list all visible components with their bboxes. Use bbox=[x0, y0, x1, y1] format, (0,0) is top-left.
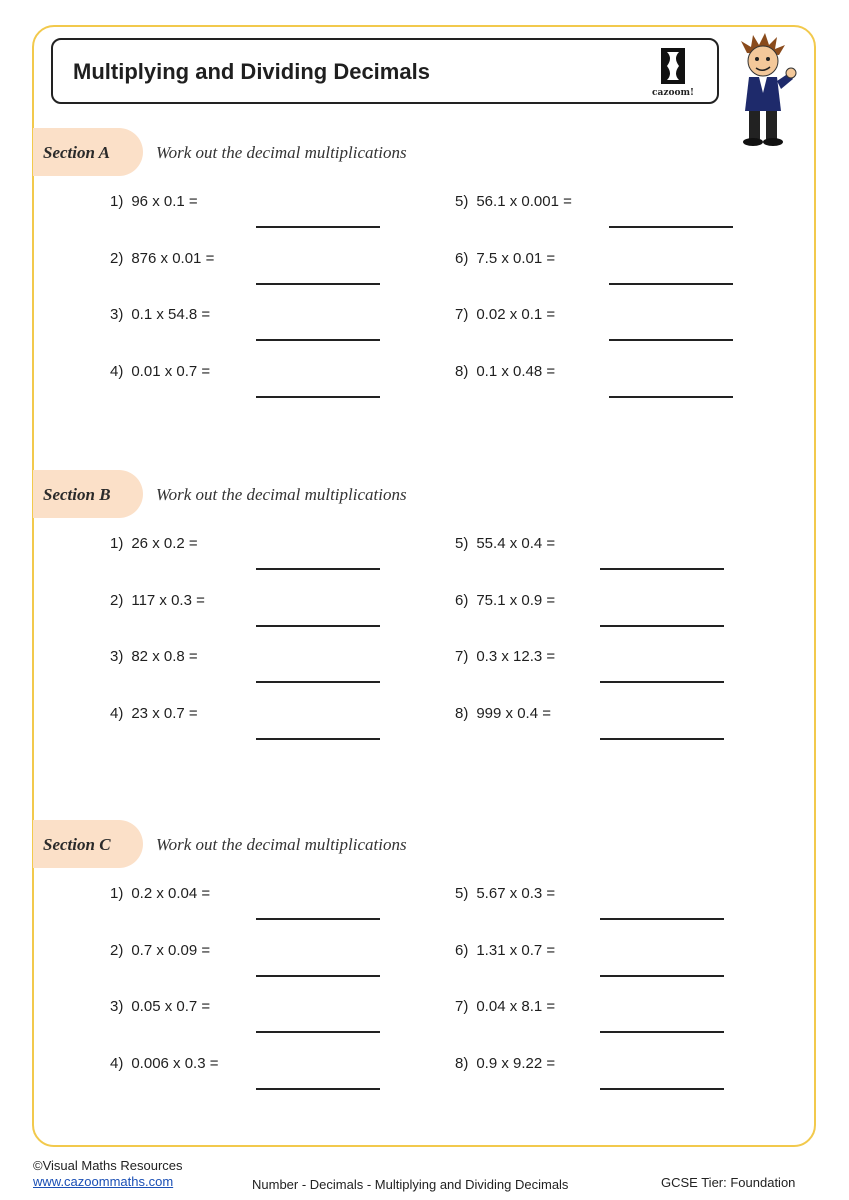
question-number: 4) bbox=[110, 1054, 124, 1072]
question-number: 3) bbox=[110, 648, 124, 665]
question-number: 7) bbox=[455, 648, 469, 665]
question bbox=[455, 306, 555, 323]
footer-left bbox=[33, 1158, 183, 1190]
question bbox=[110, 193, 198, 210]
question-expression: 75.1 x 0.9 = bbox=[476, 591, 556, 609]
footer-topic: Number - Decimals - Multiplying and Dividing Decimals bbox=[252, 1177, 569, 1192]
question-expression: 0.3 x 12.3 = bbox=[476, 648, 556, 665]
question-number: 1) bbox=[110, 193, 124, 210]
cazoom-logo bbox=[643, 46, 703, 98]
question bbox=[455, 1055, 555, 1072]
question-expression: 0.01 x 0.7 = bbox=[131, 362, 211, 380]
question-number: 7) bbox=[455, 306, 469, 323]
answer-line[interactable] bbox=[609, 226, 733, 228]
answer-line[interactable] bbox=[256, 681, 380, 683]
answer-line[interactable] bbox=[256, 1031, 380, 1033]
question bbox=[110, 250, 214, 267]
question bbox=[110, 648, 198, 665]
question bbox=[455, 535, 555, 552]
answer-line[interactable] bbox=[600, 738, 724, 740]
footer-tier: GCSE Tier: Foundation bbox=[661, 1175, 796, 1190]
answer-line[interactable] bbox=[600, 1088, 724, 1090]
question-expression: 0.04 x 8.1 = bbox=[476, 998, 556, 1015]
question bbox=[110, 885, 210, 902]
question-expression: 0.1 x 0.48 = bbox=[476, 362, 556, 380]
answer-line[interactable] bbox=[256, 568, 380, 570]
question-expression: 55.4 x 0.4 = bbox=[476, 535, 556, 552]
page-title: Multiplying and Dividing Decimals bbox=[73, 59, 430, 84]
cazoom-logo-icon bbox=[643, 46, 703, 86]
question-expression: 0.006 x 0.3 = bbox=[131, 1054, 219, 1072]
section-label: Section C bbox=[43, 835, 111, 854]
question bbox=[455, 193, 572, 210]
answer-line[interactable] bbox=[600, 568, 724, 570]
question-number: 8) bbox=[455, 704, 469, 722]
section-tab bbox=[33, 128, 143, 176]
answer-line[interactable] bbox=[609, 283, 733, 285]
question-number: 6) bbox=[455, 591, 469, 609]
answer-line[interactable] bbox=[600, 975, 724, 977]
question-expression: 0.9 x 9.22 = bbox=[476, 1054, 556, 1072]
question-number: 8) bbox=[455, 362, 469, 380]
answer-line[interactable] bbox=[609, 339, 733, 341]
question-expression: 0.7 x 0.09 = bbox=[131, 941, 211, 959]
question-number: 5) bbox=[455, 193, 469, 210]
section-instruction: Work out the decimal multiplications bbox=[156, 485, 407, 504]
question bbox=[110, 705, 198, 722]
question-expression: 96 x 0.1 = bbox=[131, 193, 198, 210]
question bbox=[455, 705, 551, 722]
question bbox=[455, 942, 555, 959]
question-expression: 0.1 x 54.8 = bbox=[131, 306, 211, 323]
question-expression: 26 x 0.2 = bbox=[131, 535, 198, 552]
question bbox=[110, 306, 210, 323]
answer-line[interactable] bbox=[256, 975, 380, 977]
question-expression: 7.5 x 0.01 = bbox=[476, 249, 556, 267]
question-number: 6) bbox=[455, 941, 469, 959]
question bbox=[110, 592, 205, 609]
section-label: Section A bbox=[43, 143, 110, 162]
question-number: 6) bbox=[455, 249, 469, 267]
question-number: 2) bbox=[110, 591, 124, 609]
question-number: 4) bbox=[110, 704, 124, 722]
section-label: Section B bbox=[43, 485, 111, 504]
question-number: 4) bbox=[110, 362, 124, 380]
question-number: 2) bbox=[110, 249, 124, 267]
section-tab bbox=[33, 820, 143, 868]
question bbox=[455, 998, 555, 1015]
answer-line[interactable] bbox=[256, 339, 380, 341]
answer-line[interactable] bbox=[256, 625, 380, 627]
question-expression: 56.1 x 0.001 = bbox=[476, 193, 572, 210]
question-expression: 82 x 0.8 = bbox=[131, 648, 198, 665]
answer-line[interactable] bbox=[256, 226, 380, 228]
answer-line[interactable] bbox=[600, 918, 724, 920]
question-number: 1) bbox=[110, 885, 124, 902]
answer-line[interactable] bbox=[256, 738, 380, 740]
question-expression: 876 x 0.01 = bbox=[131, 249, 215, 267]
answer-line[interactable] bbox=[256, 1088, 380, 1090]
question bbox=[455, 885, 555, 902]
question-expression: 117 x 0.3 = bbox=[131, 591, 205, 609]
footer-copyright: ©Visual Maths Resources bbox=[33, 1158, 183, 1173]
question-expression: 0.2 x 0.04 = bbox=[131, 885, 211, 902]
question bbox=[455, 363, 555, 380]
question bbox=[110, 535, 198, 552]
question-number: 3) bbox=[110, 998, 124, 1015]
question-number: 5) bbox=[455, 535, 469, 552]
question-expression: 0.02 x 0.1 = bbox=[476, 306, 556, 323]
mascot-icon bbox=[733, 33, 797, 148]
question-number: 3) bbox=[110, 306, 124, 323]
question-expression: 1.31 x 0.7 = bbox=[476, 941, 556, 959]
section-tab bbox=[33, 470, 143, 518]
question-number: 1) bbox=[110, 535, 124, 552]
answer-line[interactable] bbox=[256, 396, 380, 398]
question bbox=[110, 363, 210, 380]
question bbox=[455, 648, 555, 665]
answer-line[interactable] bbox=[600, 1031, 724, 1033]
question-number: 8) bbox=[455, 1054, 469, 1072]
question-number: 7) bbox=[455, 998, 469, 1015]
question-expression: 23 x 0.7 = bbox=[131, 704, 198, 722]
answer-line[interactable] bbox=[600, 625, 724, 627]
question-number: 2) bbox=[110, 941, 124, 959]
question-number: 5) bbox=[455, 885, 469, 902]
question-expression: 5.67 x 0.3 = bbox=[476, 885, 556, 902]
section-instruction: Work out the decimal multiplications bbox=[156, 143, 407, 162]
answer-line[interactable] bbox=[609, 396, 733, 398]
section-instruction: Work out the decimal multiplications bbox=[156, 835, 407, 854]
title-box bbox=[51, 38, 719, 104]
question bbox=[455, 592, 555, 609]
question bbox=[110, 942, 210, 959]
footer-website-link[interactable]: www.cazoommaths.com bbox=[33, 1174, 174, 1189]
question-expression: 0.05 x 0.7 = bbox=[131, 998, 211, 1015]
answer-line[interactable] bbox=[256, 283, 380, 285]
question bbox=[455, 250, 555, 267]
answer-line[interactable] bbox=[256, 918, 380, 920]
logo-word: cazoom! bbox=[652, 88, 694, 98]
answer-line[interactable] bbox=[600, 681, 724, 683]
question-expression: 999 x 0.4 = bbox=[476, 704, 551, 722]
question bbox=[110, 998, 210, 1015]
question bbox=[110, 1055, 219, 1072]
